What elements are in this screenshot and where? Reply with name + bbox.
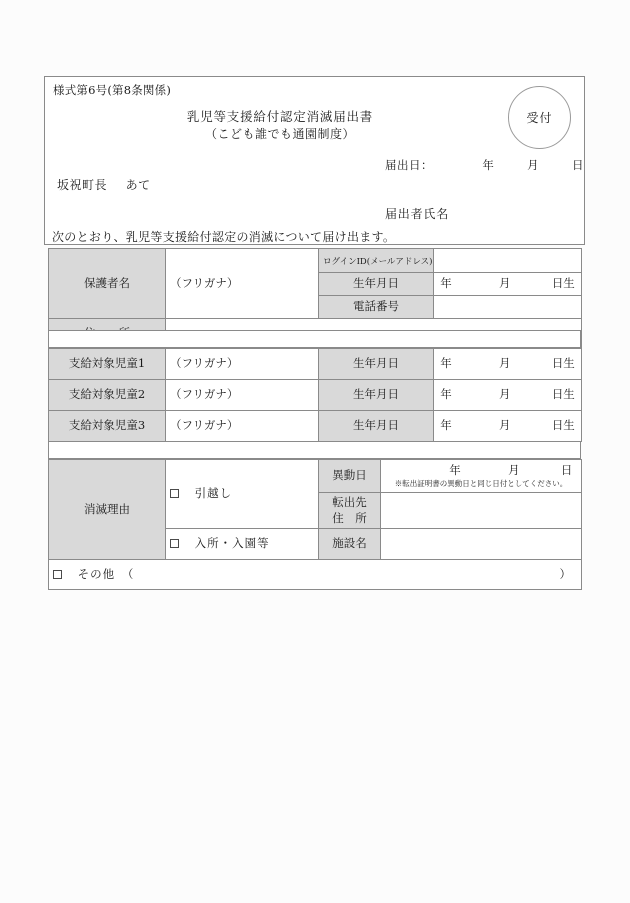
child-2-birthdate-label: 生年月日 xyxy=(319,380,434,411)
date-placeholder xyxy=(438,387,577,403)
child-3-name-field[interactable] xyxy=(166,411,319,442)
day-unit: 日 xyxy=(560,462,573,477)
guardian-furigana-label: （フリガナ） xyxy=(170,275,239,290)
month-unit: 月 xyxy=(499,418,511,433)
month-unit: 月 xyxy=(499,276,511,291)
addressee-line xyxy=(57,176,151,193)
spacer-cell xyxy=(49,442,581,459)
submission-date-line xyxy=(385,157,583,173)
login-id-label xyxy=(319,249,434,273)
guardian-name-field[interactable] xyxy=(166,249,319,319)
spacer-row-lower xyxy=(48,441,581,459)
login-id-label-text: ログインID(メールアドレス) xyxy=(323,256,433,267)
table-row xyxy=(49,460,582,493)
year-unit: 年 xyxy=(449,462,461,477)
addressee-suffix: あて xyxy=(125,178,151,192)
table-row xyxy=(49,331,581,348)
reason-section-label: 消滅理由 xyxy=(49,460,166,560)
reason-option-moving[interactable] xyxy=(166,460,319,529)
checkbox-moving[interactable] xyxy=(170,489,179,498)
move-date-field[interactable] xyxy=(381,460,582,493)
page-subtitle: （こども誰でも通園制度） xyxy=(204,127,355,142)
table-row xyxy=(49,380,582,411)
month-unit: 月 xyxy=(499,387,511,402)
reception-stamp-circle xyxy=(508,86,571,149)
submission-date-day-unit: 日 xyxy=(571,158,584,172)
table-row xyxy=(49,560,582,590)
date-placeholder xyxy=(438,418,577,434)
year-unit: 年 xyxy=(440,418,452,433)
child-2-birthdate-field[interactable] xyxy=(434,380,582,411)
child-1-furigana-label: （フリガナ） xyxy=(170,356,239,371)
child-2-name-field[interactable] xyxy=(166,380,319,411)
table-row xyxy=(49,249,582,273)
facility-name-label: 施設名 xyxy=(319,529,381,560)
destination-address-label-line2: 住 所 xyxy=(332,510,367,525)
child-3-birthdate-label: 生年月日 xyxy=(319,411,434,442)
child-3-furigana-label: （フリガナ） xyxy=(170,418,239,433)
checkbox-other[interactable] xyxy=(53,570,62,579)
move-date-note: ※転出証明書の異動日と同じ日付としてください。 xyxy=(394,479,568,489)
reason-option-enrollment-label: 入所・入園等 xyxy=(194,536,270,551)
reason-table xyxy=(48,459,582,590)
submission-date-month-unit: 月 xyxy=(527,158,539,172)
login-id-field[interactable] xyxy=(434,249,582,273)
child-1-birthdate-field[interactable] xyxy=(434,349,582,380)
form-number: 様式第6号(第8条関係) xyxy=(53,83,172,97)
year-unit: 年 xyxy=(440,276,452,291)
year-unit: 年 xyxy=(440,387,452,402)
statement-text: 次のとおり、乳児等支援給付認定の消滅について届け出ます。 xyxy=(52,230,396,244)
child-2-label: 支給対象児童2 xyxy=(49,380,166,411)
child-1-label: 支給対象児童1 xyxy=(49,349,166,380)
day-birth-unit: 日生 xyxy=(551,356,575,371)
reason-option-moving-label: 引越し xyxy=(194,486,233,501)
children-table xyxy=(48,348,582,442)
facility-name-field[interactable] xyxy=(381,529,582,560)
child-3-label: 支給対象児童3 xyxy=(49,411,166,442)
submitter-name-label: 届出者氏名 xyxy=(385,207,450,221)
reason-option-enrollment[interactable] xyxy=(166,529,319,560)
child-3-birthdate-field[interactable] xyxy=(434,411,582,442)
month-unit: 月 xyxy=(499,356,511,371)
year-unit: 年 xyxy=(440,356,452,371)
guardian-birthdate-label: 生年月日 xyxy=(319,273,434,296)
guardian-phone-field[interactable] xyxy=(434,296,582,319)
guardian-name-label: 保護者名 xyxy=(49,249,166,319)
spacer-row-upper xyxy=(48,330,581,348)
child-2-furigana-label: （フリガナ） xyxy=(170,387,239,402)
child-1-name-field[interactable] xyxy=(166,349,319,380)
date-placeholder xyxy=(438,276,577,292)
move-date-label: 異動日 xyxy=(319,460,381,493)
reason-option-other-label: その他 （ xyxy=(77,566,135,581)
spacer-cell xyxy=(49,331,581,348)
date-placeholder xyxy=(385,463,577,479)
page-title: 乳児等支援給付認定消滅届出書 xyxy=(186,109,374,124)
header-box xyxy=(44,76,585,245)
date-placeholder xyxy=(438,356,577,372)
reason-option-other[interactable] xyxy=(49,560,582,590)
table-row xyxy=(49,442,581,459)
guardian-birthdate-field[interactable] xyxy=(434,273,582,296)
day-birth-unit: 日生 xyxy=(551,387,575,402)
reason-option-other-close-paren: ） xyxy=(559,566,571,581)
day-birth-unit: 日生 xyxy=(551,418,575,433)
title-block xyxy=(45,108,515,144)
table-row xyxy=(49,349,582,380)
child-1-birthdate-label: 生年月日 xyxy=(319,349,434,380)
day-birth-unit: 日生 xyxy=(551,276,575,291)
destination-address-label xyxy=(319,493,381,529)
table-row xyxy=(49,411,582,442)
submission-date-label: 届出日： xyxy=(385,158,433,172)
submission-date-year-unit: 年 xyxy=(482,158,494,172)
addressee-name: 坂祝町長 xyxy=(57,178,108,192)
month-unit: 月 xyxy=(508,462,520,477)
destination-address-field[interactable] xyxy=(381,493,582,529)
checkbox-enrollment[interactable] xyxy=(170,539,179,548)
guardian-phone-label: 電話番号 xyxy=(319,296,434,319)
reception-stamp-label: 受付 xyxy=(526,111,553,125)
destination-address-label-line1: 転出先 xyxy=(332,494,367,509)
